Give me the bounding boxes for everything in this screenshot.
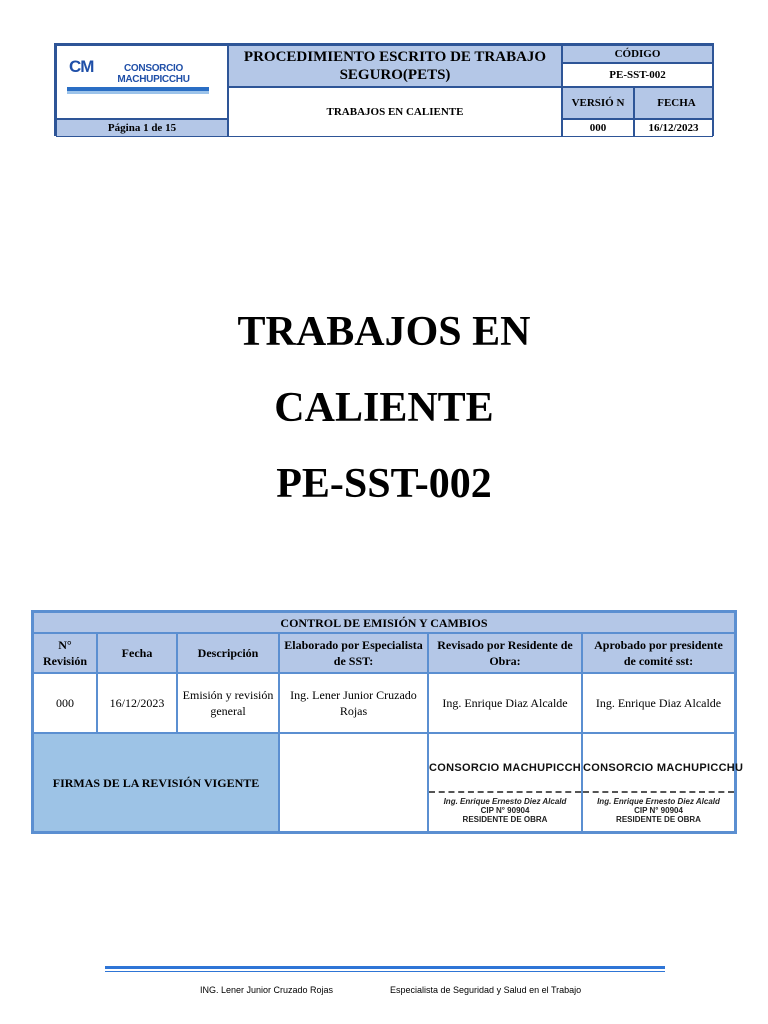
column-header-revision: N° Revisión: [33, 633, 97, 673]
procedure-title: PROCEDIMIENTO ESCRITO DE TRABAJO SEGURO(PETS): [228, 45, 562, 87]
logo-mark: CM: [69, 57, 94, 76]
cell-revision: 000: [33, 673, 97, 733]
footer-rule: [105, 966, 665, 969]
stamp-company-name: CONSORCIO MACHUPICCH: [429, 762, 582, 774]
stamp-role: RESIDENTE DE OBRA: [616, 815, 701, 824]
procedure-subtitle: TRABAJOS EN CALIENTE: [228, 87, 562, 137]
footer-rule-thin: [105, 971, 665, 972]
company-stamp: [583, 734, 744, 831]
company-logo: [67, 51, 209, 99]
stamp-company-name: CONSORCIO MACHUPICCHU: [583, 762, 744, 774]
title-code: PE-SST-002: [276, 461, 492, 507]
document-header: [54, 43, 714, 136]
control-table-heading: CONTROL DE EMISIÓN Y CAMBIOS: [33, 612, 735, 633]
cell-approved: Ing. Enrique Diaz Alcalde: [582, 673, 735, 733]
column-header-date: Fecha: [97, 633, 177, 673]
column-header-reviewed: Revisado por Residente de Obra:: [428, 633, 582, 673]
stamp-divider: [583, 791, 734, 793]
stamp-cip: CIP N° 90904: [480, 806, 530, 815]
page-number: Página 1 de 15: [56, 119, 228, 137]
signatures-label: FIRMAS DE LA REVISIÓN VIGENTE: [33, 733, 279, 832]
code-value: PE-SST-002: [562, 63, 713, 87]
title-line-1: TRABAJOS EN: [237, 309, 531, 355]
column-header-elaborated: Elaborado por Especialista de SST:: [279, 633, 428, 673]
version-value: 000: [562, 119, 634, 137]
cell-elaborated: Ing. Lener Junior Cruzado Rojas: [279, 673, 428, 733]
title-line-2: CALIENTE: [274, 385, 494, 431]
footer-author: ING. Lener Junior Cruzado Rojas: [200, 985, 334, 995]
signature-approved: [582, 733, 744, 832]
control-table: [31, 610, 744, 834]
stamp-engineer: Ing. Enrique Ernesto Diez Alcald: [597, 797, 720, 806]
version-label: VERSIÓ N: [562, 87, 634, 119]
logo-cell: [56, 45, 228, 119]
code-label: CÓDIGO: [562, 45, 713, 63]
company-stamp: [429, 734, 581, 831]
date-label: FECHA: [634, 87, 713, 119]
footer-role: Especialista de Seguridad y Salud en el Trabajo: [390, 985, 582, 995]
column-header-approved: Aprobado por presidente de comité sst:: [582, 633, 735, 673]
signature-reviewed: [428, 733, 582, 832]
date-value: 16/12/2023: [634, 119, 713, 137]
column-header-description: Descripción: [177, 633, 279, 673]
stamp-divider: [429, 791, 581, 793]
cell-date: 16/12/2023: [97, 673, 177, 733]
cell-reviewed: Ing. Enrique Diaz Alcalde: [428, 673, 582, 733]
stamp-engineer: Ing. Enrique Ernesto Diez Alcald: [443, 797, 567, 806]
logo-bar-light: [67, 91, 209, 94]
stamp-role: RESIDENTE DE OBRA: [462, 815, 548, 824]
logo-name: CONSORCIO MACHUPICCHU: [117, 63, 190, 85]
cell-description: Emisión y revisión general: [177, 673, 279, 733]
signature-elaborated: [279, 733, 428, 832]
stamp-cip: CIP N° 90904: [634, 806, 683, 815]
